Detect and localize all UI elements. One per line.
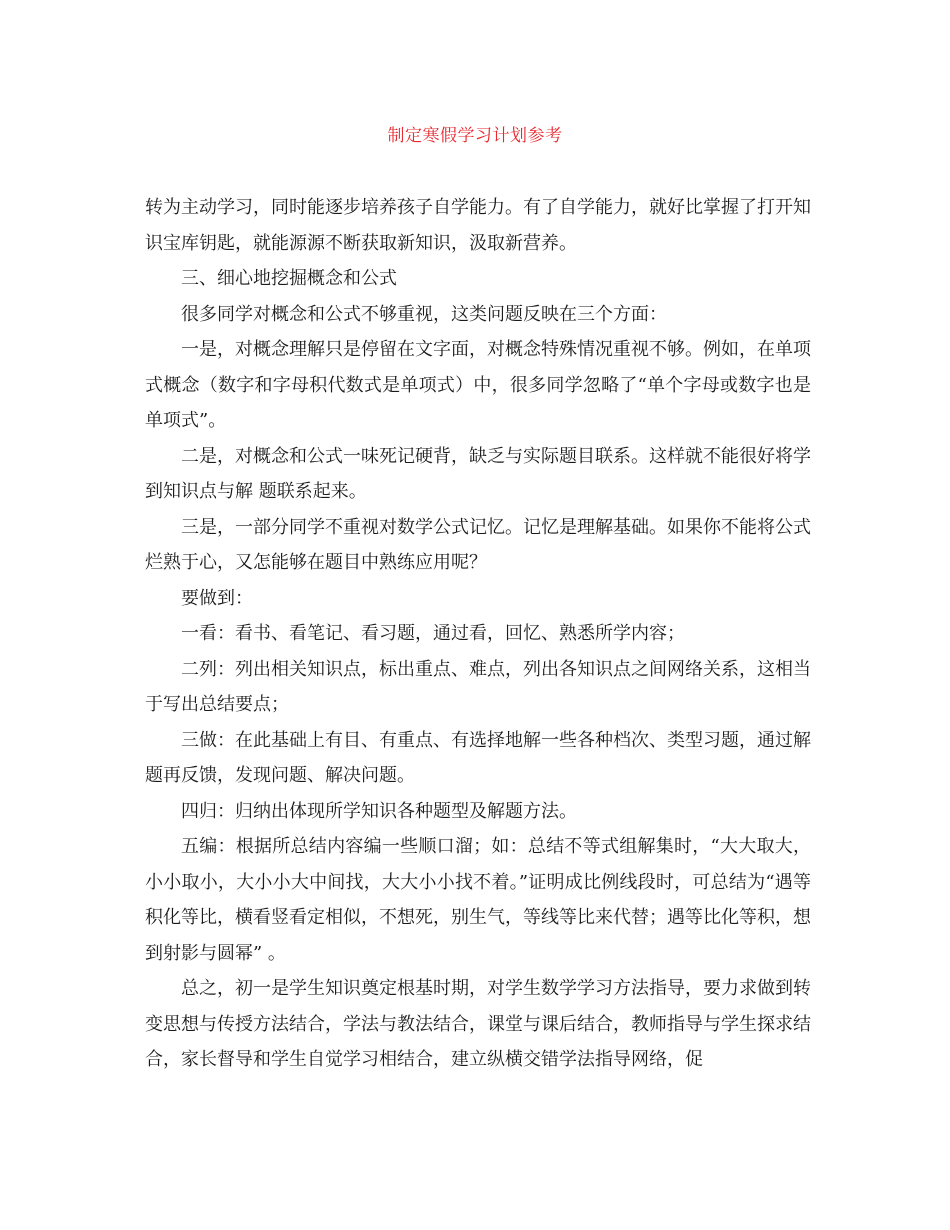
list-item: 五编：根据所总结内容编一些顺口溜；如：总结不等式组解集时，“大大取大，小小取小，大小小大中间找，大大小小找不着。”证明成比例线段时，可总结为“遇等积化等比，横看竖看定相似，不想死，别生气，等线等比来代替；遇等比化等积，想到射影与圆幂” 。 — [145, 836, 811, 964]
section-heading: 三、细心地挖掘概念和公式 — [181, 268, 397, 289]
paragraph: 总之，初一是学生知识奠定根基时期，对学生数学学习方法指导，要力求做到转变思想与传授方法结合，学法与教法结合，课堂与课后结合，教师指导与学生探求结合，家长督导和学生自觉学习相结合，建立纵横交错学法指导网络，促 — [145, 978, 811, 1070]
list-item: 四归：归纳出体现所学知识各种题型及解题方法。 — [181, 800, 577, 822]
paragraph: 要做到： — [181, 587, 253, 609]
list-item: 一看：看书、看笔记、看习题，通过看，回忆、熟悉所学内容； — [181, 623, 685, 644]
paragraph: 一是，对概念理解只是停留在文字面，对概念特殊情况重视不够。例如，在单项式概念（数字和字母积代数式是单项式）中，很多同学忽略了“单个字母或数字也是单项式”。 — [145, 339, 811, 431]
list-item: 三做：在此基础上有目、有重点、有选择地解一些各种档次、类型习题，通过解题再反馈，发现问题、解决问题。 — [145, 729, 811, 786]
paragraph: 很多同学对概念和公式不够重视，这类问题反映在三个方面： — [181, 303, 667, 325]
paragraph: 转为主动学习，同时能逐步培养孩子自学能力。有了自学能力，就好比掌握了打开知识宝库钥匙，就能源源不断获取新知识，汲取新营养。 — [145, 197, 811, 254]
paragraph: 三是，一部分同学不重视对数学公式记忆。记忆是理解基础。如果你不能将公式烂熟于心，又怎能够在题目中熟练应用呢？ — [145, 516, 811, 573]
paragraph: 二是，对概念和公式一味死记硬背，缺乏与实际题目联系。这样就不能很好将学到知识点与解 题联系起来。 — [145, 445, 811, 502]
document-title: 制定寒假学习计划参考 — [387, 126, 563, 146]
document-body — [145, 190, 811, 1078]
list-item: 二列：列出相关知识点，标出重点、难点，列出各知识点之间网络关系，这相当于写出总结要点； — [145, 658, 811, 715]
